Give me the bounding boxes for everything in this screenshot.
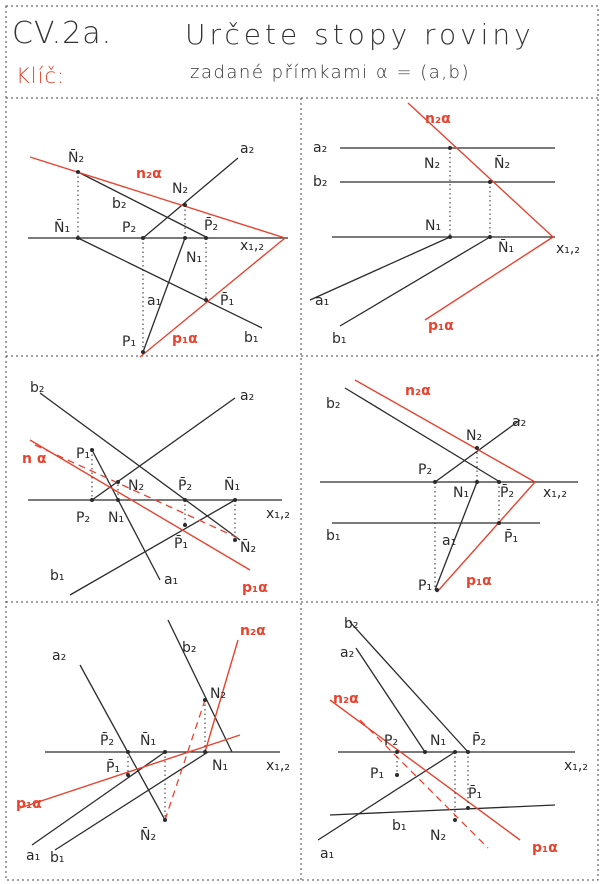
label-na: n α — [22, 451, 47, 467]
label-N2bar: N̄₂ — [140, 828, 157, 844]
label-x12: x₁,₂ — [266, 758, 290, 774]
label-P1: P₁ — [370, 766, 385, 782]
label-N2: N₂ — [466, 428, 483, 444]
label-b2: b₂ — [30, 380, 45, 396]
label-b2: b₂ — [313, 174, 328, 190]
label-P1: P₁ — [76, 446, 91, 462]
label-a1: a₁ — [320, 846, 335, 862]
label-N1: N₁ — [430, 733, 447, 749]
label-P1bar: P̄₁ — [504, 530, 519, 546]
label-x12: x₁,₂ — [266, 506, 290, 522]
label-p1a: p₁α — [532, 840, 558, 856]
label-a1: a₁ — [442, 533, 457, 549]
label-a1: a₁ — [164, 572, 179, 588]
label-N1: N₁ — [453, 485, 470, 501]
label-a1: a₁ — [26, 848, 41, 864]
line-b1 — [70, 500, 235, 595]
label-N2: N₂ — [210, 686, 227, 702]
label-b1: b₁ — [50, 850, 65, 866]
line-b2 — [350, 622, 468, 752]
label-a1: a₁ — [315, 293, 330, 309]
label-b1: b₁ — [392, 818, 407, 834]
label-P2bar: P̄₂ — [204, 218, 219, 234]
label-P1: P₁ — [122, 334, 137, 350]
label-n2a: n₂α — [333, 691, 359, 707]
label-b1: b₁ — [244, 330, 259, 346]
line-b1 — [78, 238, 262, 328]
label-b1: b₁ — [50, 568, 65, 584]
line-b1 — [55, 752, 208, 850]
panel-2 — [310, 103, 580, 347]
label-N1bar: N̄₁ — [54, 220, 71, 236]
line-a1 — [92, 450, 160, 580]
label-p1a: p₁α — [172, 331, 198, 347]
label-P2: P₂ — [122, 220, 137, 236]
panel-3 — [22, 380, 290, 596]
label-N2: N₂ — [430, 828, 447, 844]
label-P2bar: P̄₂ — [178, 478, 193, 494]
label-N2: N₂ — [172, 181, 189, 197]
label-N1: N₁ — [186, 250, 203, 266]
panel-5 — [16, 620, 290, 866]
label-a1: a₁ — [147, 293, 162, 309]
panel-4 — [320, 380, 578, 594]
label-p1a: p₁α — [242, 580, 268, 596]
answer-key-label: Klíč: — [16, 64, 66, 88]
label-P2bar: P̄₂ — [100, 733, 115, 749]
label-x12: x₁,₂ — [240, 238, 264, 254]
label-a2: a₂ — [52, 648, 67, 664]
label-x12: x₁,₂ — [543, 485, 567, 501]
label-a2: a₂ — [240, 141, 255, 157]
label-P1bar: P̄₁ — [468, 786, 483, 802]
label-P2: P₂ — [76, 510, 91, 526]
label-n2a: n₂α — [405, 383, 431, 399]
page-frame — [6, 6, 598, 880]
label-P1bar: P̄₁ — [174, 536, 189, 552]
panel-6 — [318, 616, 588, 862]
label-N1bar: N̄₁ — [224, 478, 241, 494]
label-p1a: p₁α — [16, 796, 42, 812]
label-P2bar: P̄₂ — [472, 733, 487, 749]
label-P1bar: P̄₁ — [220, 293, 235, 309]
line-a1 — [310, 237, 450, 300]
label-P2: P₂ — [384, 733, 399, 749]
panel-1 — [28, 141, 288, 357]
label-N1bar: N̄₁ — [498, 240, 515, 256]
label-a2: a₂ — [240, 388, 255, 404]
label-x12: x₁,₂ — [564, 758, 588, 774]
label-a2: a₂ — [313, 140, 328, 156]
label-b1: b₁ — [332, 331, 347, 347]
label-b1: b₁ — [326, 528, 341, 544]
label-b2: b₂ — [344, 616, 359, 632]
label-N1: N₁ — [425, 218, 442, 234]
label-N2bar: N̄₂ — [494, 156, 511, 172]
label-n2a: n₂α — [425, 111, 451, 127]
exercise-title: Určete stopy roviny — [185, 18, 535, 51]
label-x12: x₁,₂ — [556, 241, 580, 257]
label-b2: b₂ — [112, 196, 127, 212]
exercise-subtitle: zadané přímkami α = (a,b) — [190, 62, 471, 83]
label-N2bar: N̄₂ — [68, 150, 85, 166]
exercise-code: CV.2a. — [12, 16, 113, 51]
label-N1: N₁ — [108, 510, 125, 526]
label-N2: N₂ — [424, 156, 441, 172]
label-P1: P₁ — [418, 578, 433, 594]
label-a2: a₂ — [340, 645, 355, 661]
label-N2: N₂ — [128, 478, 145, 494]
label-p1a: p₁α — [466, 573, 492, 589]
label-n2a: n₂α — [240, 623, 266, 639]
label-P2bar: P̄₂ — [500, 485, 515, 501]
label-P2: P₂ — [418, 462, 433, 478]
label-b2: b₂ — [326, 396, 341, 412]
label-N1bar: N̄₁ — [140, 733, 157, 749]
line-a2 — [92, 398, 235, 500]
label-b2: b₂ — [182, 640, 197, 656]
label-N1: N₁ — [212, 758, 229, 774]
label-n2a: n₂α — [136, 166, 162, 182]
label-p1a: p₁α — [428, 318, 454, 334]
label-P1bar: P̄₁ — [106, 760, 121, 776]
label-N2bar: N̄₂ — [240, 540, 257, 556]
label-a2: a₂ — [512, 414, 527, 430]
trace-p1 — [140, 238, 285, 357]
line-a1 — [318, 752, 455, 840]
line-b1 — [340, 237, 490, 326]
